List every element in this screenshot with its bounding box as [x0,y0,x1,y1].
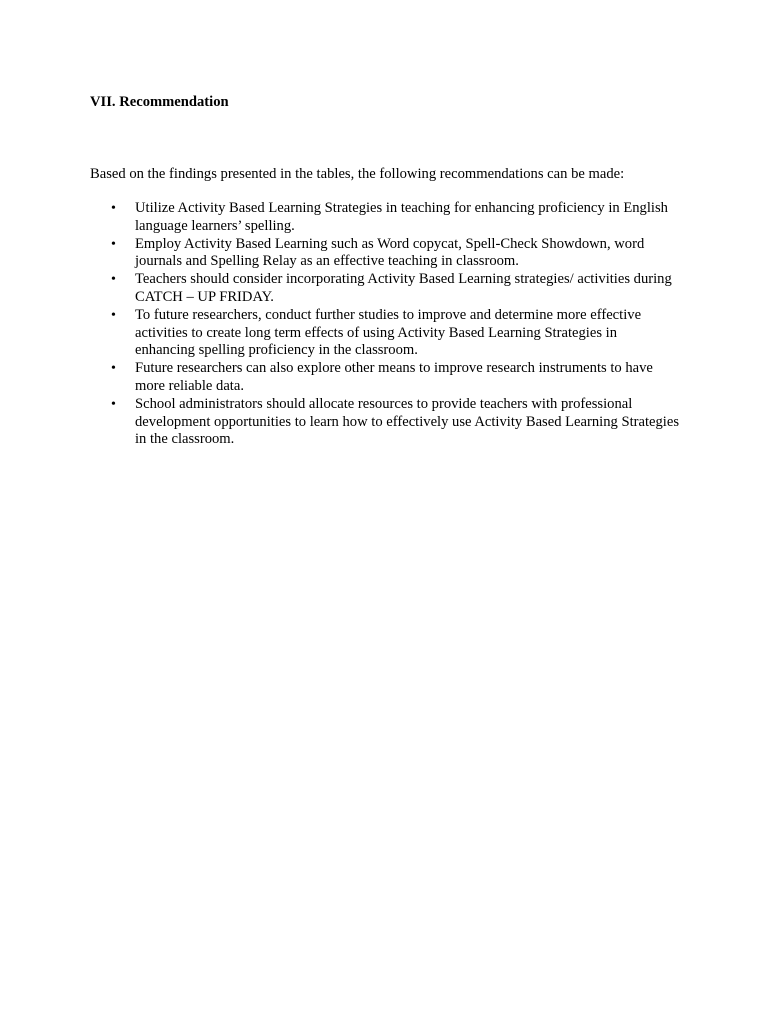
list-item [111,235,680,272]
bullet-icon: • [111,396,116,412]
list-item [111,360,680,396]
list-item [111,200,680,236]
bullet-icon: • [111,272,116,288]
recommendation-text: Employ Activity Based Learning such as Word copycat, Spell-Check Showdown, word journals and Spelling Relay as an effective teaching in classroom. [135,235,645,270]
list-item [111,306,680,360]
bullet-icon: • [111,236,116,252]
recommendation-text: School administrators should allocate resources to provide teachers with professional development opportunities to learn how to effectively use Activity Based Learning Strategies in the classroom. [135,395,680,448]
recommendation-text: Future researchers can also explore other means to improve research instruments to have more reliable data. [135,360,653,394]
bullet-icon: • [111,361,116,377]
recommendation-text: Teachers should consider incorporating Activity Based Learning strategies/ activities during CATCH – UP FRIDAY. [135,271,672,305]
recommendation-text: Utilize Activity Based Learning Strategies in teaching for enhancing proficiency in English language learners’ spelling. [135,200,668,234]
list-item [111,395,680,449]
bullet-icon: • [111,201,116,216]
recommendation-text: To future researchers, conduct further studies to improve and determine more effective activities to create long term effects of using Activity Based Learning Strategies in enhancing spelling proficiency in the classroom. [135,306,642,359]
list-item [111,271,680,307]
section-heading: VII. Recommendation [90,94,229,110]
recommendation-list [111,200,680,449]
bullet-icon: • [111,307,116,323]
intro-paragraph: Based on the findings presented in the tables, the following recommendations can be made: [90,166,625,182]
